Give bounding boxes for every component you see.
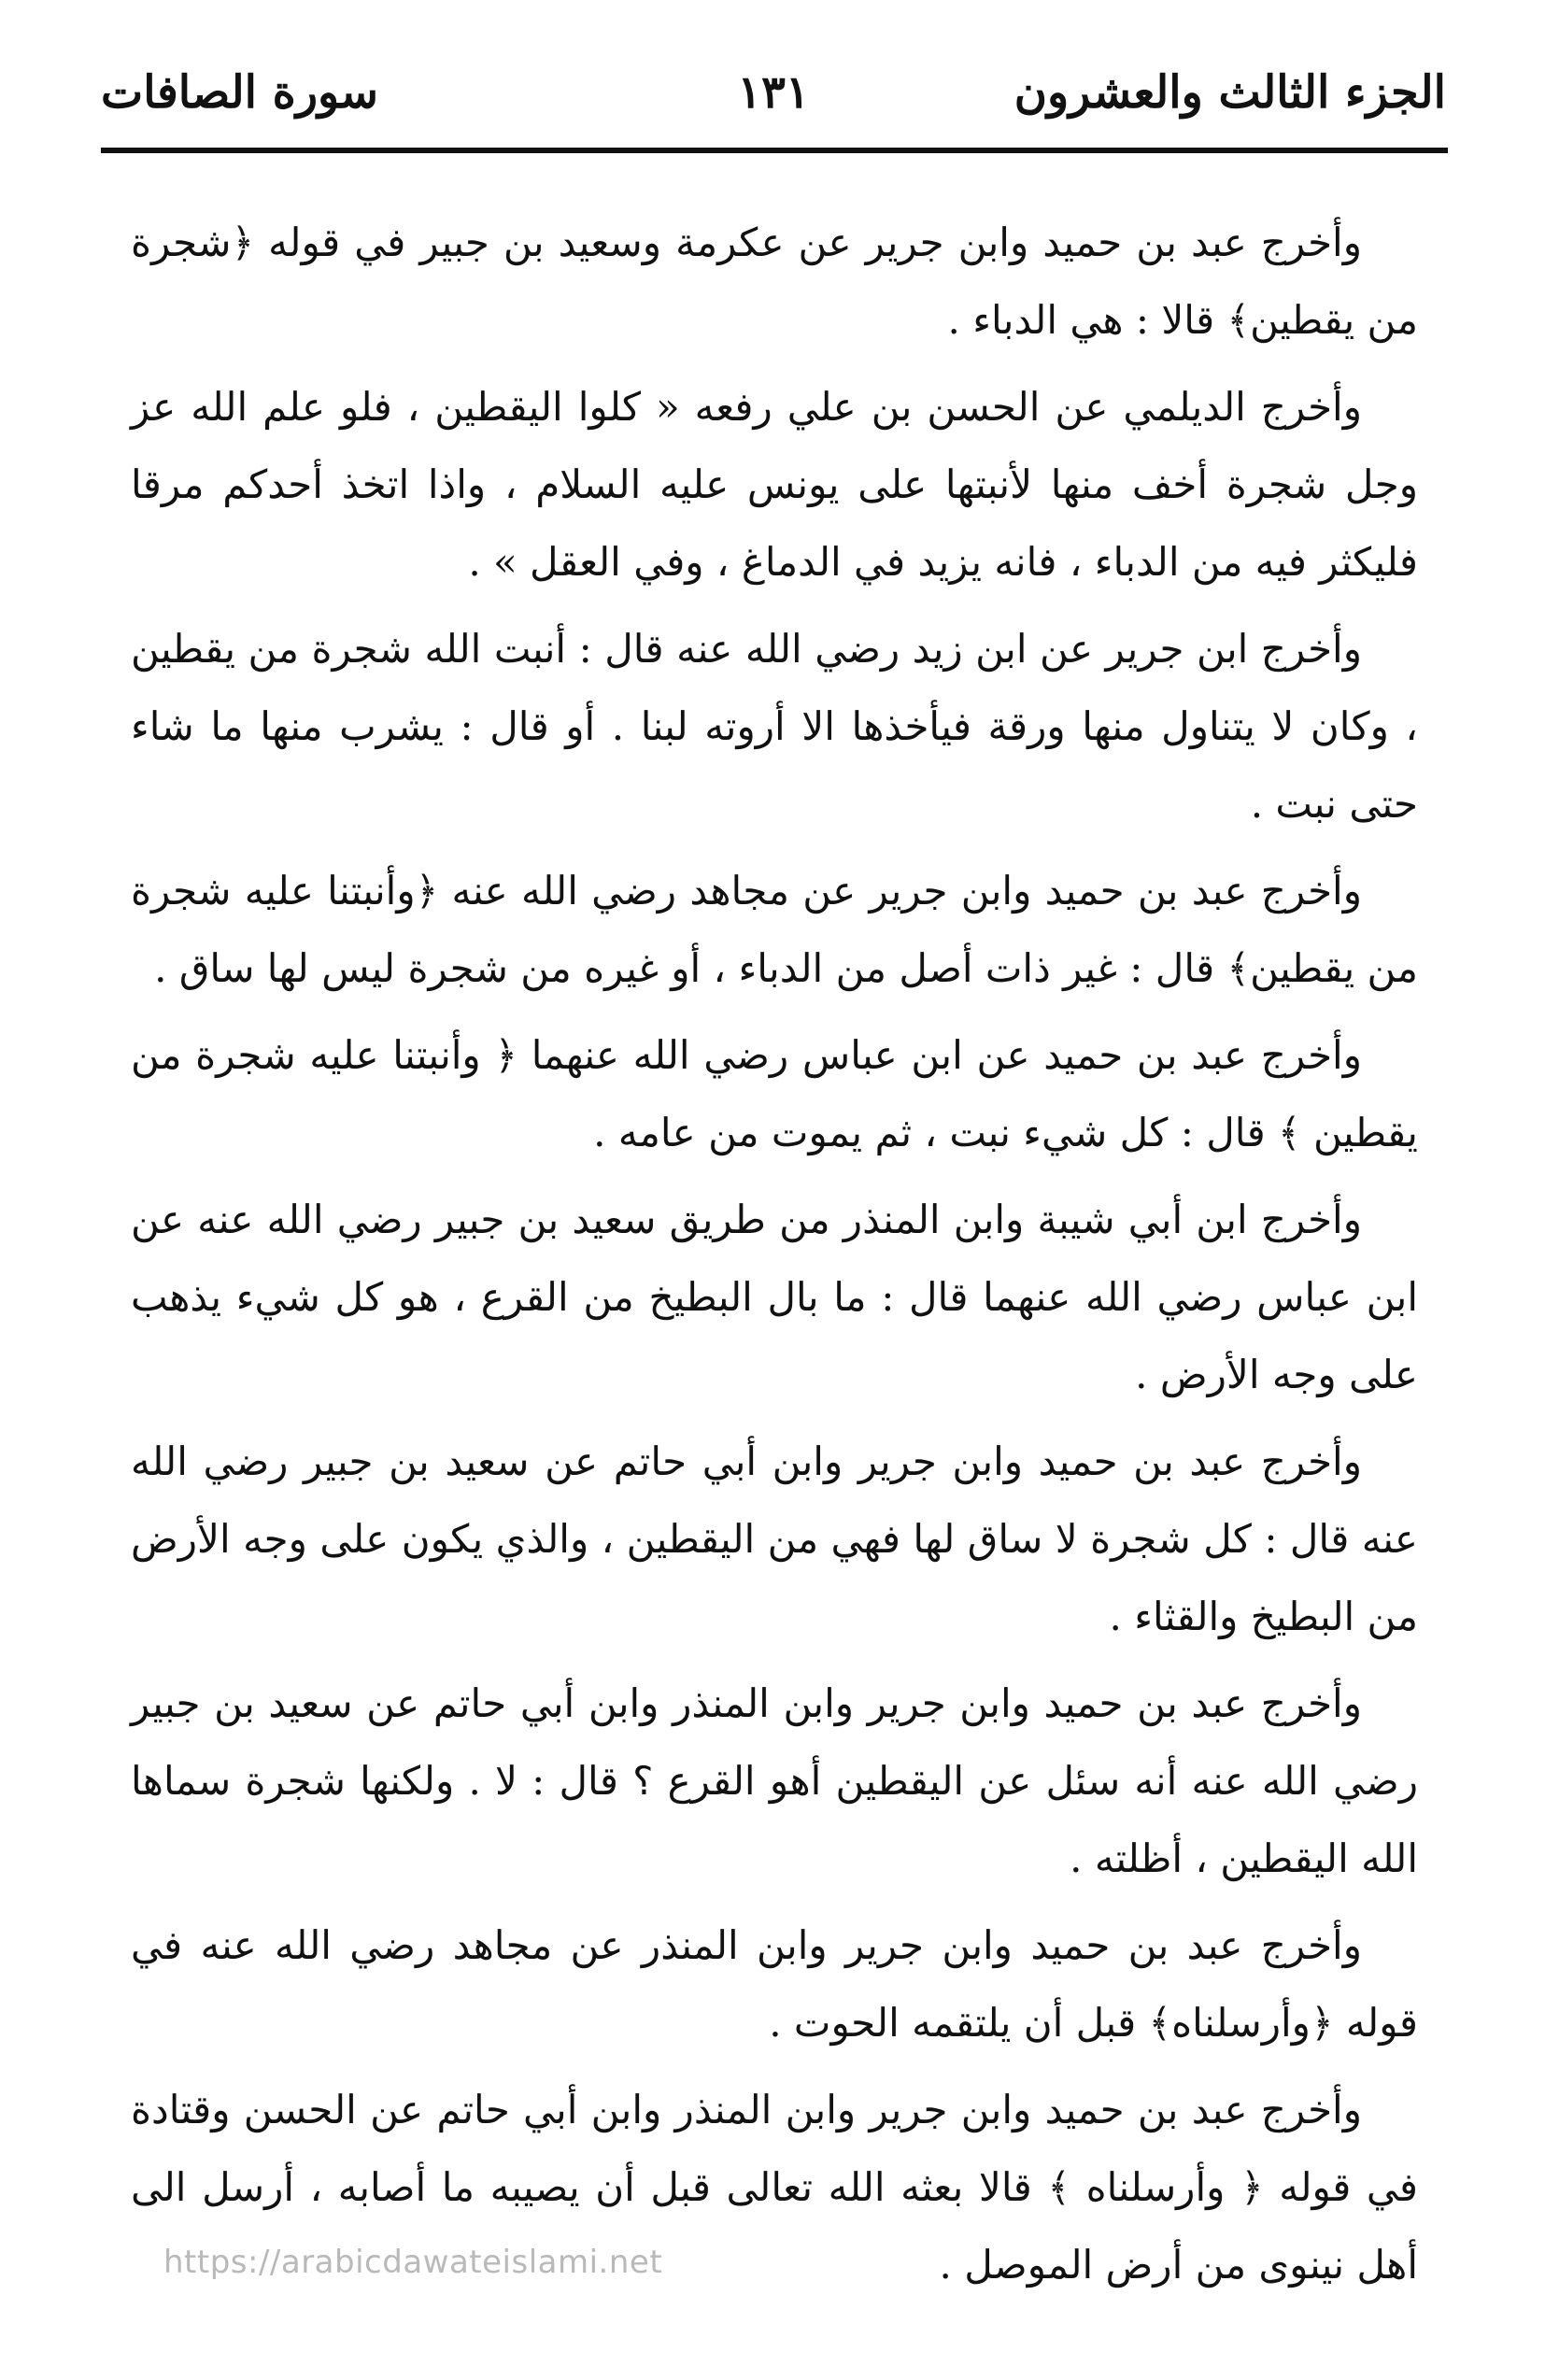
header-rule: [101, 148, 1448, 153]
paragraph-6: وأخرج ابن أبي شيبة وابن المنذر من طريق سعيد بن جبير رضي الله عنه عن ابن عباس رضي الله عنهما قال : ما بال البطيخ من القرع ، هو كل شيء يذهب على وجه الأرض .: [131, 1197, 1418, 1397]
header-surah-title: سورة الصافات: [101, 66, 379, 119]
paragraph-8: وأخرج عبد بن حميد وابن جرير وابن المنذر وابن أبي حاتم عن سعيد بن جبير رضي الله عنه أنه سئل عن اليقطين أهو القرع ؟ قال : لا . ولكنها شجرة سماها الله اليقطين ، أظلته .: [131, 1680, 1418, 1881]
paragraph-10: وأخرج عبد بن حميد وابن جرير وابن المنذر وابن أبي حاتم عن الحسن وقتادة في قوله ﴿ وأرسلناه ﴾ قالا بعثه الله تعالى قبل أن يصيبه ما أصابه ، أرسل الى أهل نينوى من أرض الموصل .: [131, 2087, 1418, 2288]
source-watermark: https://arabicdawateislami.net: [163, 2244, 663, 2281]
paragraph-9: وأخرج عبد بن حميد وابن جرير وابن المنذر عن مجاهد رضي الله عنه في قوله ﴿وأرسلناه﴾ قبل أن يلتقمه الحوت .: [131, 1922, 1418, 2046]
paragraph-1: وأخرج عبد بن حميد وابن جرير عن عكرمة وسعيد بن جبير في قوله ﴿شجرة من يقطين﴾ قالا : هي الدباء .: [131, 220, 1418, 343]
paragraph-2: وأخرج الديلمي عن الحسن بن علي رفعه « كلوا اليقطين ، فلو علم الله عز وجل شجرة أخف منها لأنبتها على يونس عليه السلام ، واذا اتخذ أحدكم مرقا فليكثر فيه من الدباء ، فانه يزيد في الدماغ ، وفي العقل » .: [131, 384, 1418, 585]
paragraph-4: وأخرج عبد بن حميد وابن جرير عن مجاهد رضي الله عنه ﴿وأنبتنا عليه شجرة من يقطين﴾ قال : غير ذات أصل من الدباء ، أو غيره من شجرة ليس لها ساق .: [131, 868, 1418, 991]
paragraph-5: وأخرج عبد بن حميد عن ابن عباس رضي الله عنهما ﴿ وأنبتنا عليه شجرة من يقطين ﴾ قال : كل شيء نبت ، ثم يموت من عامه .: [131, 1032, 1418, 1155]
header-part-title: الجزء الثالث والعشرون: [1013, 66, 1446, 119]
paragraph-3: وأخرج ابن جرير عن ابن زيد رضي الله عنه قال : أنبت الله شجرة من يقطين ، وكان لا يتناول منها ورقة فيأخذها الا أروته لبنا . أو قال : يشرب منها ما شاء حتى نبت .: [131, 626, 1418, 827]
page-number: ١٣١: [737, 66, 810, 119]
paragraph-7: وأخرج عبد بن حميد وابن جرير وابن أبي حاتم عن سعيد بن جبير رضي الله عنه قال : كل شجرة لا ساق لها فهي من اليقطين ، والذي يكون على وجه الأرض من البطيخ والقثاء .: [131, 1438, 1418, 1639]
running-header: [101, 54, 1446, 148]
